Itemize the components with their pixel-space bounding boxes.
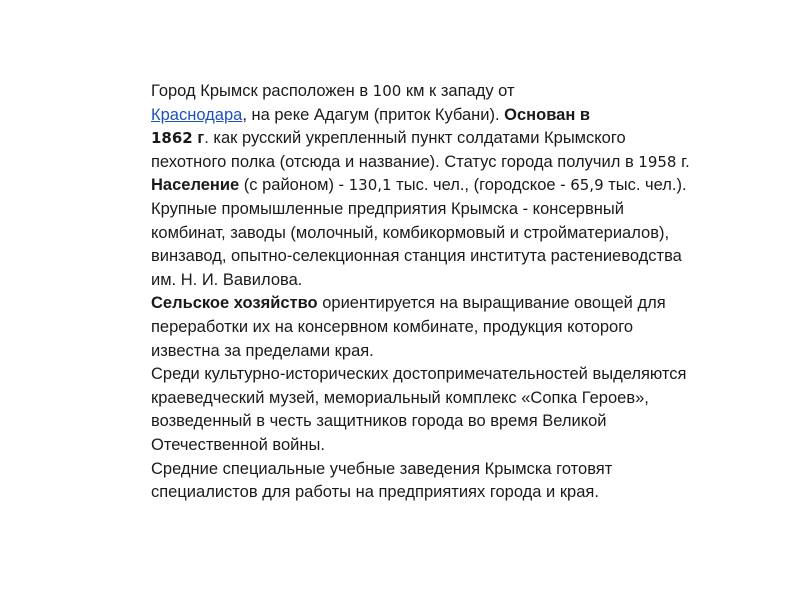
- population-heading: Население: [151, 176, 240, 195]
- text-span: г.: [676, 152, 690, 171]
- text-span: тыс. чел., (городское -: [391, 176, 571, 195]
- founded-year-suffix: г: [192, 129, 205, 148]
- text-span: км к западу от: [401, 82, 515, 100]
- founded-heading: Основан в: [504, 105, 591, 124]
- text-span: , на реке Адагум (приток Кубани).: [242, 105, 505, 124]
- population-total: 130,1: [348, 176, 392, 195]
- text-span: (с районом) -: [239, 176, 349, 195]
- text-span: Город Крымск расположен в: [151, 82, 373, 100]
- paragraph-intro: [151, 80, 691, 363]
- city-status-year: 1958: [638, 152, 677, 171]
- agriculture-heading: Сельское хозяйство: [151, 294, 318, 313]
- founded-year: 1862: [151, 129, 193, 148]
- krasnodar-link[interactable]: Краснодара: [151, 105, 243, 124]
- text-span: ориентируется на выращивание овощей для переработки их на консервном комбинате, продукция которого известна за пределами края.: [151, 294, 666, 360]
- distance-value: 100: [372, 82, 402, 100]
- paragraph-education: Средние специальные учебные заведения Крымска готовят специалистов для работы на предприятиях города и края.: [151, 459, 613, 502]
- text-span: тыс. чел.). Крупные промышленные предприятия Крымска - консервный комбинат, заводы (молочный, комбикормовый и стройматериалов), винзавод, опытно-селекционная станция института растениеводства им. Н. И. Вавилова.: [151, 176, 687, 289]
- text-block: [151, 80, 691, 505]
- paragraph-attractions: Среди культурно-исторических достопримечательностей выделяются краеведческий музей, мемориальный комплекс «Сопка Героев», возведенный в честь защитников города во время Великой Отечественной войны.: [151, 365, 687, 454]
- text-span: . как русский укрепленный пункт солдатами Крымского пехотного полка (отсюда и название). Статус города получил в: [151, 129, 639, 171]
- population-urban: 65,9: [570, 176, 604, 195]
